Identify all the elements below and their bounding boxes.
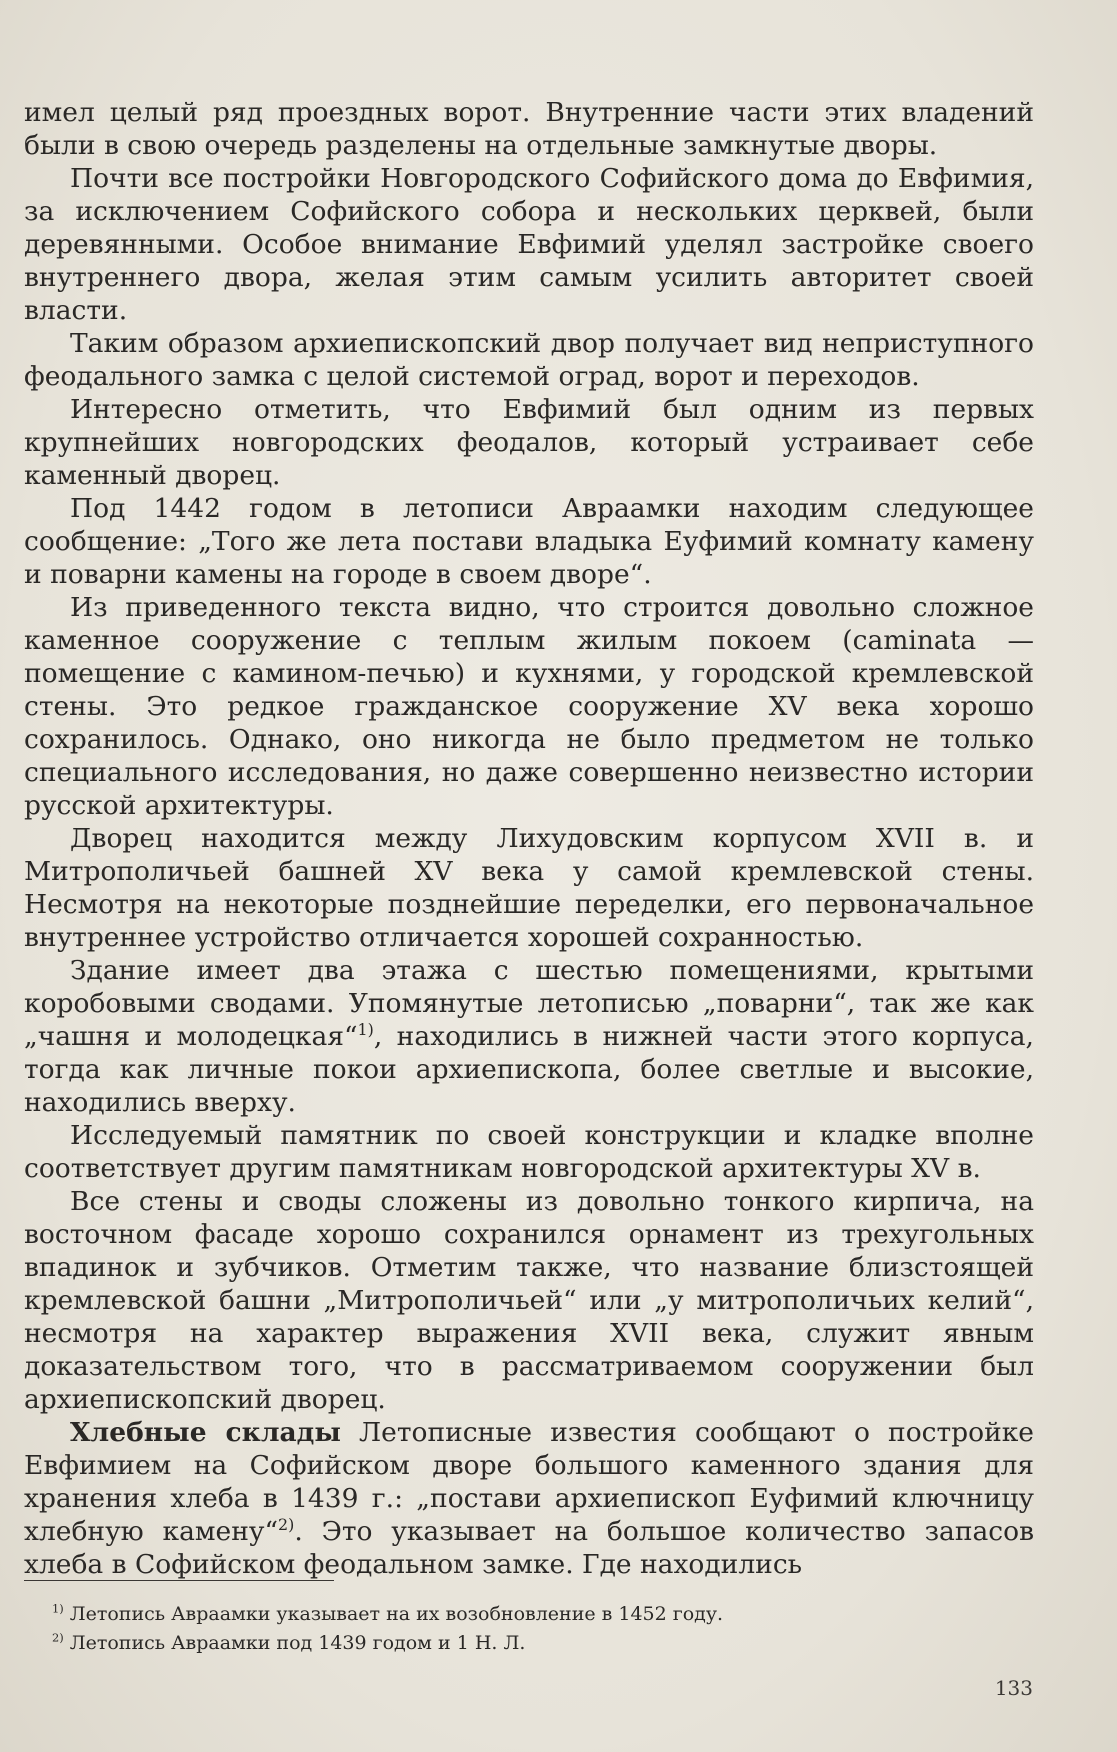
main-text	[24, 96, 1034, 1581]
paragraph: Интересно отметить, что Евфимий был одним из первых крупнейших новгородских феодалов, который устраивает себе каменный дворец.	[24, 394, 1034, 491]
footnote-text: Летопись Авраамки под 1439 годом и 1 Н. Л.	[69, 1632, 526, 1654]
footnote	[52, 1629, 952, 1658]
paragraph-text: Здание имеет два этажа с шестью помещениями, крытыми коробовыми сводами. Упомянутые летописью „поварни“, так же как „чашня и молодецкая“	[24, 955, 1034, 1052]
paragraph-text: , находились в нижней части этого корпуса, тогда как личные покои архиепископа, более светлые и высокие, находились вверху.	[24, 1021, 1034, 1118]
paragraph: имел целый ряд проездных ворот. Внутренние части этих владений были в свою очередь разделены на отдельные замкнутые дворы.	[24, 97, 1034, 161]
paragraph: Таким образом архиепископский двор получает вид неприступного феодального замка с целой системой оград, ворот и переходов.	[24, 328, 1034, 392]
paragraph	[24, 1416, 1034, 1581]
footnotes	[52, 1600, 952, 1658]
paragraph: Почти все постройки Новгородского Софийского дома до Евфимия, за исключением Софийского собора и нескольких церквей, были деревянными. Особое внимание Евфимий уделял застройке своего внутреннего двора, желая этим самым усилить авторитет своей власти.	[24, 163, 1034, 326]
footnote-ref: 2)	[278, 1515, 295, 1535]
paragraph: Исследуемый памятник по своей конструкции и кладке вполне соответствует другим памятникам новгородской архитектуры XV в.	[24, 1120, 1034, 1184]
paragraph: Из приведенного текста видно, что строится довольно сложное каменное сооружение с теплым жилым покоем (caminata — помещение с камином-печью) и кухнями, у городской кремлевской стены. Это редкое гражданское сооружение XV века хорошо сохранилось. Однако, оно никогда не было предметом не только специального исследования, но даже совершенно неизвестно истории русской архитектуры.	[24, 592, 1034, 821]
footnote	[52, 1600, 952, 1629]
footnote-mark: 2)	[52, 1630, 64, 1645]
footnote-divider	[24, 1580, 334, 1581]
paragraph: Под 1442 годом в летописи Авраамки находим следующее сообщение: „Того же лета постави владыка Еуфимий комнату камену и поварни камены на городе в своем дворе“.	[24, 493, 1034, 590]
footnote-ref: 1)	[357, 1020, 374, 1040]
page-number: 133	[994, 1676, 1033, 1700]
footnote-mark: 1)	[52, 1601, 64, 1616]
footnote-text: Летопись Авраамки указывает на их возобновление в 1452 году.	[69, 1603, 724, 1625]
paragraph: Дворец находится между Лихудовским корпусом XVII в. и Митрополичьей башней XV века у самой кремлевской стены. Несмотря на некоторые позднейшие переделки, его первоначальное внутреннее устройство отличается хорошей сохранностью.	[24, 823, 1034, 953]
paragraph-text: Летописные известия сообщают о постройке Евфимием на Софийском дворе большого каменного здания для хранения хлеба в 1439 г.: „постави архиепископ Еуфимий ключницу хлебную камену“	[24, 1417, 1034, 1547]
paragraph: Все стены и своды сложены из довольно тонкого кирпича, на восточном фасаде хорошо сохранился орнамент из трехугольных впадинок и зубчиков. Отметим также, что название близстоящей кремлевской башни „Митрополичьей“ или „у митрополичьих келий“, несмотря на характер выражения XVII века, служит явным доказательством того, что в рассматриваемом сооружении был архиепископский дворец.	[24, 1186, 1034, 1415]
paragraph	[24, 954, 1034, 1119]
paragraph-text: . Это указывает на большое количество запасов хлеба в Софийском феодальном замке. Где находились	[24, 1516, 1035, 1580]
section-heading: Хлебные склады	[70, 1417, 341, 1448]
